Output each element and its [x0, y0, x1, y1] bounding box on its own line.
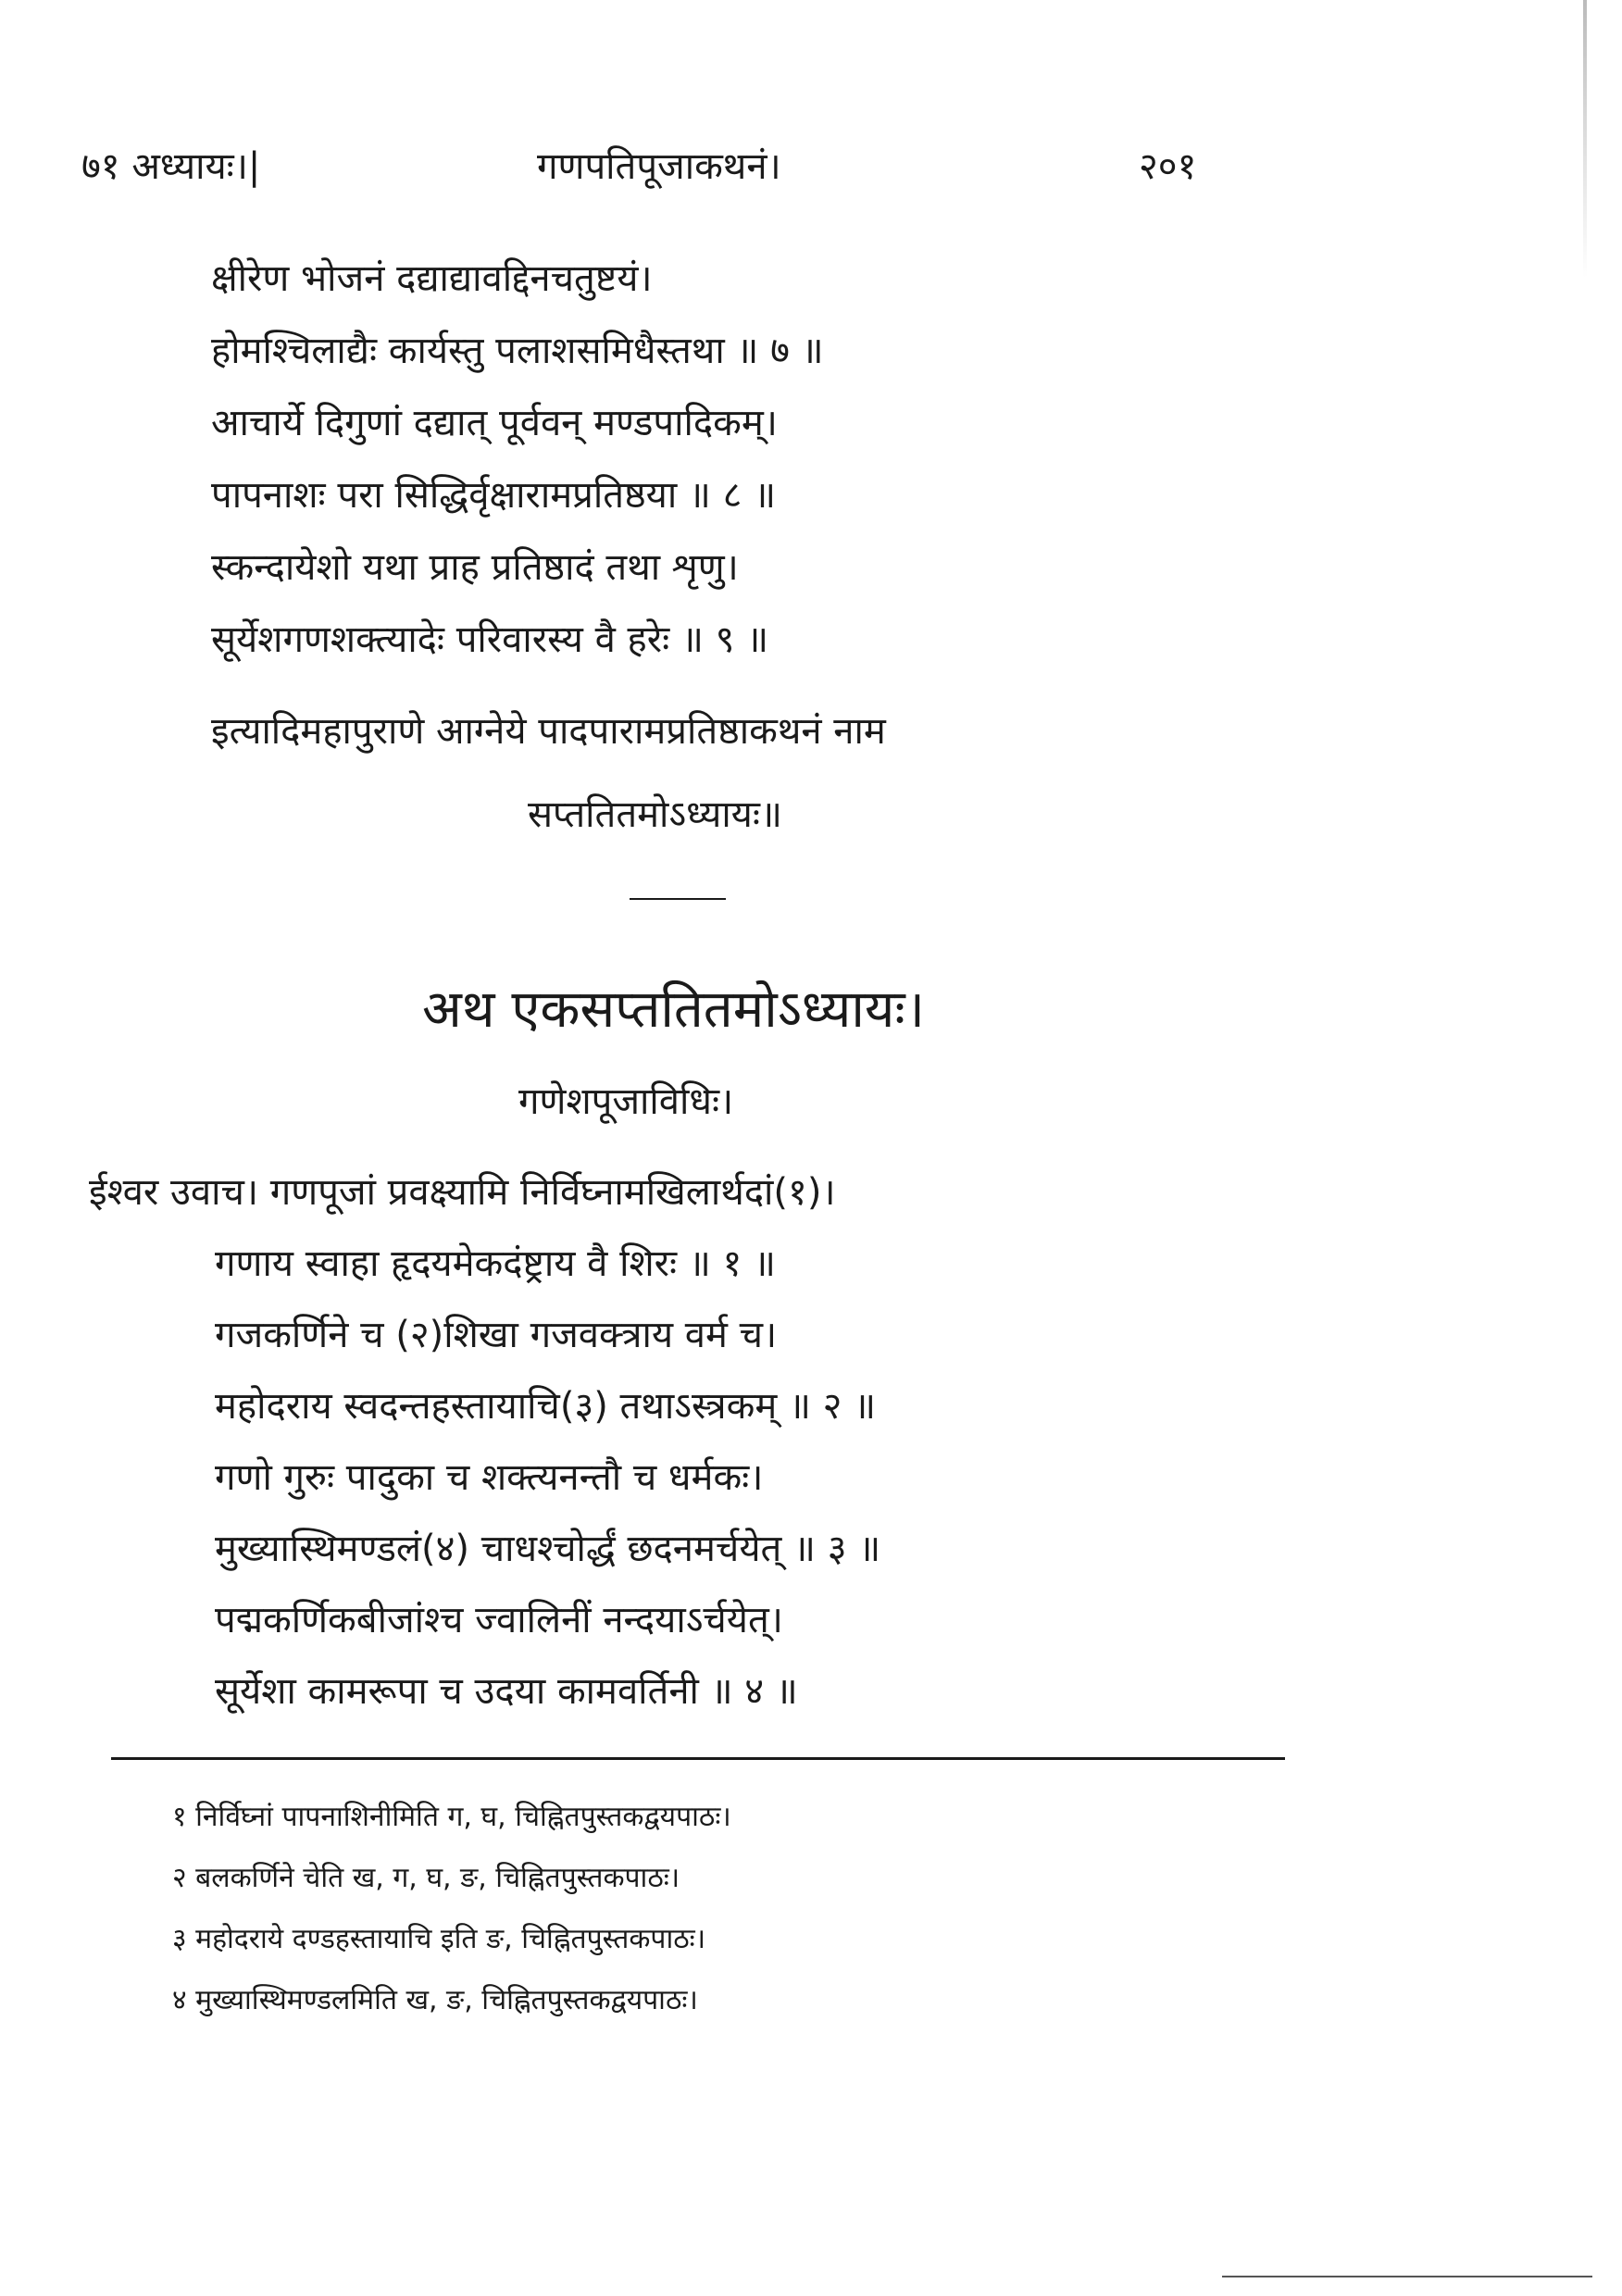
verse-line: सूर्येशा कामरूपा च उदया कामवर्तिनी ॥ ४ ॥: [215, 1670, 798, 1713]
footnote-item: १ निर्विघ्नां पापनाशिनीमिति ग, घ, चिह्नितपुस्तकद्वयपाठः।: [172, 1801, 731, 1833]
chapter-title: अथ एकसप्ततितमोऽध्यायः।: [422, 980, 925, 1040]
colophon-line-2: सप्ततितमोऽध्यायः॥: [528, 793, 782, 836]
verse-block-bottom: [89, 1157, 880, 1728]
footnote-divider: [111, 1757, 1285, 1760]
verse-line: गजकर्णिने च (२)शिखा गजवक्त्राय वर्म च।: [215, 1314, 778, 1356]
footnote-item: ४ मुख्यास्थिमण्डलमिति ख, ङ, चिह्नितपुस्तकद्वयपाठः।: [172, 1984, 698, 2016]
chapter-number-header: ७१ अध्यायः।|: [81, 145, 261, 188]
running-title-header: गणपतिपूजाकथनं।: [537, 145, 781, 188]
verse-line: क्षीरेण भोजनं दद्याद्यावद्दिनचतुष्टयं।: [211, 257, 653, 300]
footnote-item: ३ महोदराये दण्डहस्तायाचि इति ङ, चिह्नितपुस्तकपाठः।: [172, 1923, 706, 1955]
page-number: २०१: [1139, 145, 1197, 188]
footnotes: [172, 1787, 731, 2031]
verse-line: गणाय स्वाहा हृदयमेकदंष्ट्राय वै शिरः ॥ १ ॥: [215, 1242, 776, 1285]
verse-line: स्कन्दायेशो यथा प्राह प्रतिष्ठादं तथा शृणु।: [211, 546, 739, 589]
section-divider: [630, 898, 726, 900]
verse-line: पापनाशः परा सिद्धिर्वृक्षारामप्रतिष्ठया ॥ ८ ॥: [211, 474, 777, 517]
verse-line: ईश्वर उवाच। गणपूजां प्रवक्ष्यामि निर्विघ्नामखिलार्थदां(१)।: [89, 1171, 836, 1214]
scan-edge-shadow: [1583, 0, 1587, 278]
footnote-item: २ बलकर्णिने चेति ख, ग, घ, ङ, चिह्नितपुस्तकपाठः।: [172, 1862, 680, 1894]
chapter-subtitle: गणेशपूजाविधिः।: [518, 1080, 734, 1123]
verse-line: महोदराय स्वदन्तहस्तायाचि(३) तथाऽस्त्रकम् ॥ २ ॥: [215, 1385, 877, 1428]
verse-line: होमश्चिलाद्यैः कार्यस्तु पलाशसमिधैस्तथा ॥ ७ ॥: [211, 330, 824, 372]
scan-edge-line: [1222, 2276, 1592, 2277]
verse-line: मुख्यास्थिमण्डलं(४) चाधश्चोर्द्धं छदनमर्चयेत् ॥ ३ ॥: [215, 1528, 881, 1570]
verse-line: सूर्येशगणशक्त्यादेः परिवारस्य वै हरेः ॥ ९ ॥: [211, 618, 769, 661]
verse-line: आचार्ये दिगुणां दद्यात् पूर्ववन् मण्डपादिकम्।: [211, 402, 778, 444]
verse-line: पद्मकर्णिकबीजांश्च ज्वालिनीं नन्दयाऽर्चयेत्।: [215, 1599, 783, 1641]
verse-block-top: [211, 243, 824, 676]
colophon-line-1: इत्यादिमहापुराणे आग्नेये पादपारामप्रतिष्ठाकथनं नाम: [211, 710, 886, 753]
verse-line: गणो गुरुः पादुका च शक्त्यनन्तौ च धर्मकः।: [215, 1456, 764, 1499]
